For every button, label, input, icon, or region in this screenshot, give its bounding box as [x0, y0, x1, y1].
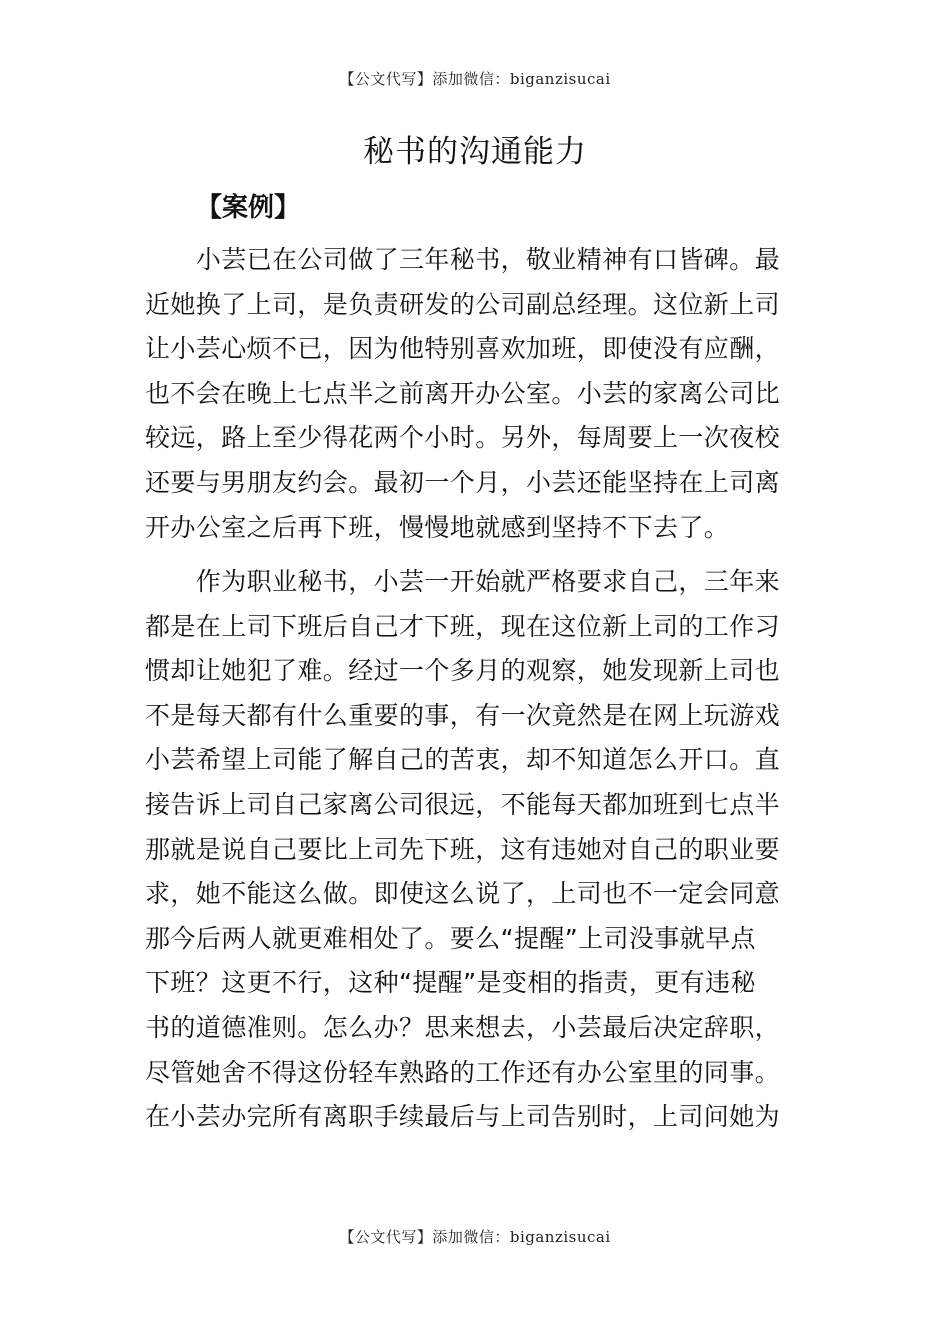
paragraph-line: 接告诉上司自己家离公司很远，不能每天都加班到七点半 — [145, 789, 781, 819]
paragraph-line: 那今后两人就更难相处了。要么“提醒”上司没事就早点 — [145, 923, 756, 953]
paragraph-line: 书的道德准则。怎么办？思来想去，小芸最后决定辞职， — [145, 1012, 781, 1042]
paragraph-line: 小芸希望上司能了解自己的苦衷，却不知道怎么开口。直 — [145, 745, 781, 775]
section-label-case: 【案例】 — [196, 193, 301, 223]
footer-watermark-note: 【公文代写】添加微信：biganzisucai — [339, 1228, 611, 1246]
paragraph-line: 求，她不能这么做。即使这么说了，上司也不一定会同意 — [145, 879, 781, 909]
paragraph-line: 小芸已在公司做了三年秘书，敬业精神有口皆碑。最 — [145, 245, 781, 274]
document-title: 秘书的沟通能力 — [363, 134, 587, 170]
header-watermark-note: 【公文代写】添加微信：biganzisucai — [339, 70, 611, 88]
paragraph-line: 那就是说自己要比上司先下班，这有违她对自己的职业要 — [145, 834, 781, 864]
paragraph-line: 下班？这更不行，这种“提醒”是变相的指责，更有违秘 — [145, 968, 756, 998]
paragraph-1 — [145, 238, 810, 550]
paragraph-line: 都是在上司下班后自己才下班，现在这位新上司的工作习 — [145, 611, 781, 641]
paragraph-line: 让小芸心烦不已，因为他特别喜欢加班，即使没有应酬， — [145, 334, 781, 364]
paragraph-line: 较远，路上至少得花两个小时。另外，每周要上一次夜校 — [145, 423, 781, 453]
paragraph-line: 在小芸办完所有离职手续最后与上司告别时，上司问她为 — [145, 1102, 781, 1132]
paragraph-2 — [145, 560, 810, 1140]
paragraph-line: 开办公室之后再下班，慢慢地就感到坚持不下去了。 — [145, 512, 730, 542]
paragraph-line: 作为职业秘书，小芸一开始就严格要求自己，三年来 — [145, 567, 781, 596]
paragraph-line: 不是每天都有什么重要的事，有一次竟然是在网上玩游戏 — [145, 700, 781, 730]
paragraph-line: 还要与男朋友约会。最初一个月，小芸还能坚持在上司离 — [145, 467, 781, 497]
paragraph-line: 尽管她舍不得这份轻车熟路的工作还有办公室里的同事。 — [145, 1057, 781, 1087]
paragraph-line: 惯却让她犯了难。经过一个多月的观察，她发现新上司也 — [145, 656, 781, 686]
paragraph-line: 也不会在晚上七点半之前离开办公室。小芸的家离公司比 — [145, 378, 781, 408]
paragraph-line: 近她换了上司，是负责研发的公司副总经理。这位新上司 — [145, 289, 781, 319]
